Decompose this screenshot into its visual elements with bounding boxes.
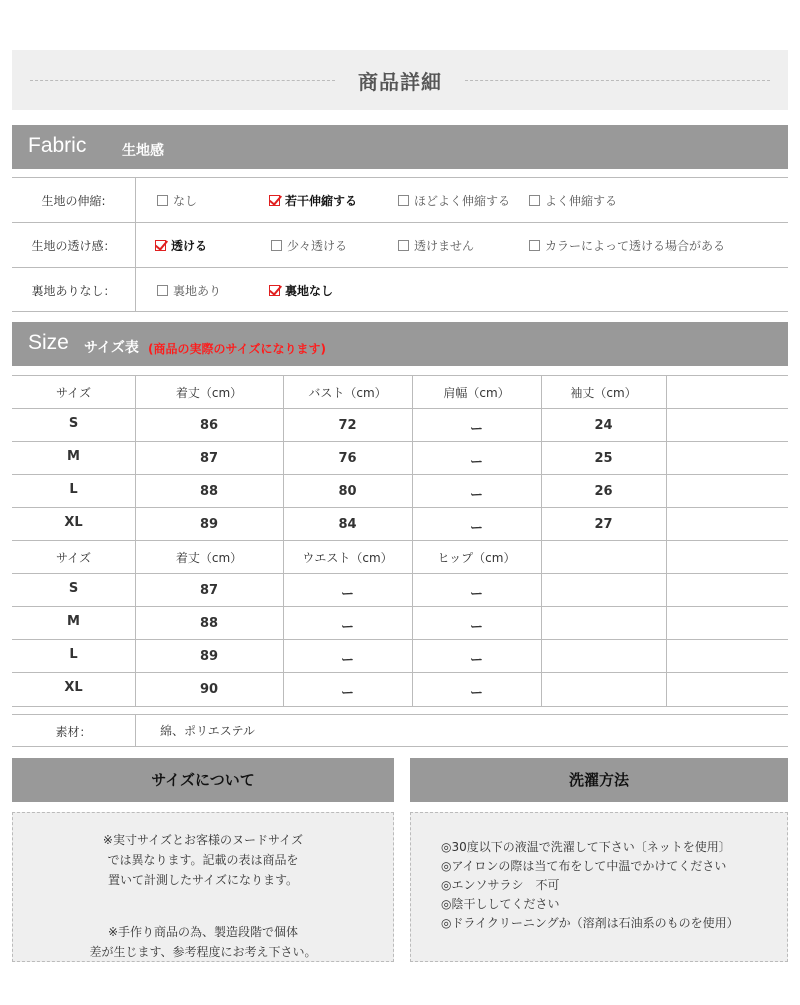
- table1-cell: ー: [469, 455, 483, 470]
- stretch-option-slight[interactable]: 若干伸縮する: [269, 192, 357, 209]
- size-section-bar: [12, 322, 788, 366]
- table2-header-waist: ウエスト（cm）: [302, 551, 393, 565]
- material-label: 素材：: [55, 725, 92, 739]
- table1-cell: 87: [199, 451, 219, 466]
- washing-line: ◎アイロンの際は当て布をして中温でかけてください: [441, 859, 727, 873]
- checkmark-icon: [155, 240, 166, 251]
- fabric-heading-ja: 生地感: [122, 143, 164, 159]
- size-table-rule: [12, 606, 788, 607]
- size-table-rule: [12, 540, 788, 541]
- sheer-option-not[interactable]: 透けません: [398, 237, 474, 254]
- table2-cell: ー: [469, 686, 483, 701]
- fabric-col-rule: [135, 177, 136, 311]
- fabric-top-rule: [12, 177, 788, 178]
- table2-cell: ー: [340, 686, 354, 701]
- table2-size: M: [67, 614, 80, 629]
- sheer-option-color-dependent[interactable]: カラーによって透ける場合がある: [529, 237, 725, 254]
- table2-size: S: [68, 581, 79, 596]
- material-value: 綿、ポリエステル: [160, 724, 255, 738]
- size-table-rule: [12, 507, 788, 508]
- about-size-line: 置いて計測したサイズになります。: [107, 873, 299, 887]
- size-table-rule: [12, 441, 788, 442]
- table1-header-size: サイズ: [55, 386, 92, 400]
- size-table-col-rule: [666, 375, 667, 706]
- table2-cell: 87: [199, 583, 219, 598]
- table2-header-length: 着丈（cm）: [175, 551, 243, 565]
- table1-cell: 86: [199, 418, 219, 433]
- fabric-heading-en: Fabric: [28, 134, 87, 157]
- table2-cell: ー: [340, 620, 354, 635]
- about-size-line: [13, 890, 393, 910]
- washing-line: ◎ドライクリーニングか（溶剤は石油系のものを使用）: [441, 916, 739, 930]
- size-table-rule: [12, 408, 788, 409]
- material-col-rule: [135, 714, 136, 746]
- fabric-bottom-rule: [12, 311, 788, 312]
- table2-cell: ー: [340, 587, 354, 602]
- checkbox-icon: [157, 195, 168, 206]
- sheer-option-slightly[interactable]: 少々透ける: [271, 237, 347, 254]
- material-bottom-rule: [12, 746, 788, 747]
- table1-cell: 27: [594, 517, 613, 532]
- table1-size: S: [68, 416, 79, 431]
- table1-size: M: [67, 449, 80, 464]
- about-size-panel: [12, 812, 394, 962]
- table2-header-hip: ヒップ（cm）: [437, 551, 516, 565]
- size-heading-note: (商品の実際のサイズになります): [148, 342, 327, 356]
- table1-cell: 89: [199, 517, 219, 532]
- table1-cell: 76: [338, 451, 357, 466]
- table1-cell: ー: [469, 422, 483, 437]
- checkbox-icon: [157, 285, 168, 296]
- page-title: 商品詳細: [358, 70, 442, 94]
- fabric-section-bar: [12, 125, 788, 169]
- lining-label: 裏地ありなし：: [31, 284, 116, 298]
- table1-cell: 72: [338, 418, 357, 433]
- table1-header-bust: バスト（cm）: [308, 386, 387, 400]
- washing-line: ◎陰干ししてください: [441, 897, 560, 911]
- table2-cell: ー: [469, 587, 483, 602]
- size-table-rule: [12, 672, 788, 673]
- table1-size: XL: [64, 515, 83, 530]
- table1-cell: 25: [594, 451, 613, 466]
- table2-size: L: [69, 647, 78, 662]
- table2-cell: 90: [199, 682, 219, 697]
- checkbox-icon: [529, 195, 540, 206]
- table1-cell: ー: [469, 488, 483, 503]
- fabric-row-rule: [12, 222, 788, 223]
- checkbox-icon: [271, 240, 282, 251]
- table1-header-length: 着丈（cm）: [175, 386, 243, 400]
- about-size-line: ※手作り商品の為、製造段階で個体: [107, 925, 299, 939]
- table1-cell: 80: [338, 484, 357, 499]
- page-title-box: [12, 50, 788, 110]
- table1-cell: 84: [338, 517, 357, 532]
- size-heading-en: Size: [28, 331, 69, 354]
- fabric-row-rule: [12, 267, 788, 268]
- stretch-label: 生地の伸縮:: [41, 194, 106, 208]
- table1-header-sleeve: 袖丈（cm）: [570, 386, 637, 400]
- size-table-rule: [12, 474, 788, 475]
- table2-cell: ー: [469, 653, 483, 668]
- material-top-rule: [12, 714, 788, 715]
- checkbox-icon: [398, 240, 409, 251]
- stretch-option-high[interactable]: よく伸縮する: [529, 192, 617, 209]
- stretch-option-none[interactable]: なし: [157, 192, 197, 209]
- table2-header-size: サイズ: [55, 551, 92, 565]
- about-size-line: 差が生じます、参考程度にお考え下さい。: [89, 945, 317, 959]
- checkmark-icon: [269, 285, 280, 296]
- table2-cell: 88: [199, 616, 219, 631]
- table1-cell: 26: [594, 484, 613, 499]
- size-table-rule: [12, 375, 788, 376]
- washing-line: ◎30度以下の液温で洗濯して下さい〔ネットを使用〕: [441, 840, 731, 854]
- size-table-rule: [12, 706, 788, 707]
- checkmark-icon: [269, 195, 280, 206]
- checkbox-icon: [398, 195, 409, 206]
- washing-line: ◎エンソサラシ 不可: [441, 878, 560, 892]
- washing-header: 洗濯方法: [410, 758, 788, 802]
- about-size-line: では異なります。記載の表は商品を: [107, 853, 299, 867]
- table1-cell: 24: [594, 418, 613, 433]
- table2-cell: ー: [469, 620, 483, 635]
- table2-cell: 89: [199, 649, 219, 664]
- size-heading-ja: サイズ表: [84, 340, 139, 356]
- sheer-option-sheer[interactable]: 透ける: [155, 237, 207, 254]
- stretch-option-moderate[interactable]: ほどよく伸縮する: [398, 192, 510, 209]
- table1-cell: ー: [469, 521, 483, 536]
- lining-option-yes[interactable]: 裏地あり: [157, 282, 221, 299]
- table1-cell: 88: [199, 484, 219, 499]
- washing-panel: [410, 812, 788, 962]
- lining-option-no[interactable]: 裏地なし: [269, 282, 333, 299]
- table1-header-shoulder: 肩幅（cm）: [443, 386, 510, 400]
- sheerness-label: 生地の透け感：: [31, 239, 116, 253]
- about-size-header: サイズについて: [12, 758, 394, 802]
- table2-size: XL: [64, 680, 83, 695]
- about-size-line: ※実寸サイズとお客様のヌードサイズ: [102, 833, 304, 847]
- size-table-rule: [12, 573, 788, 574]
- size-table-rule: [12, 639, 788, 640]
- checkbox-icon: [529, 240, 540, 251]
- table2-cell: ー: [340, 653, 354, 668]
- table1-size: L: [69, 482, 78, 497]
